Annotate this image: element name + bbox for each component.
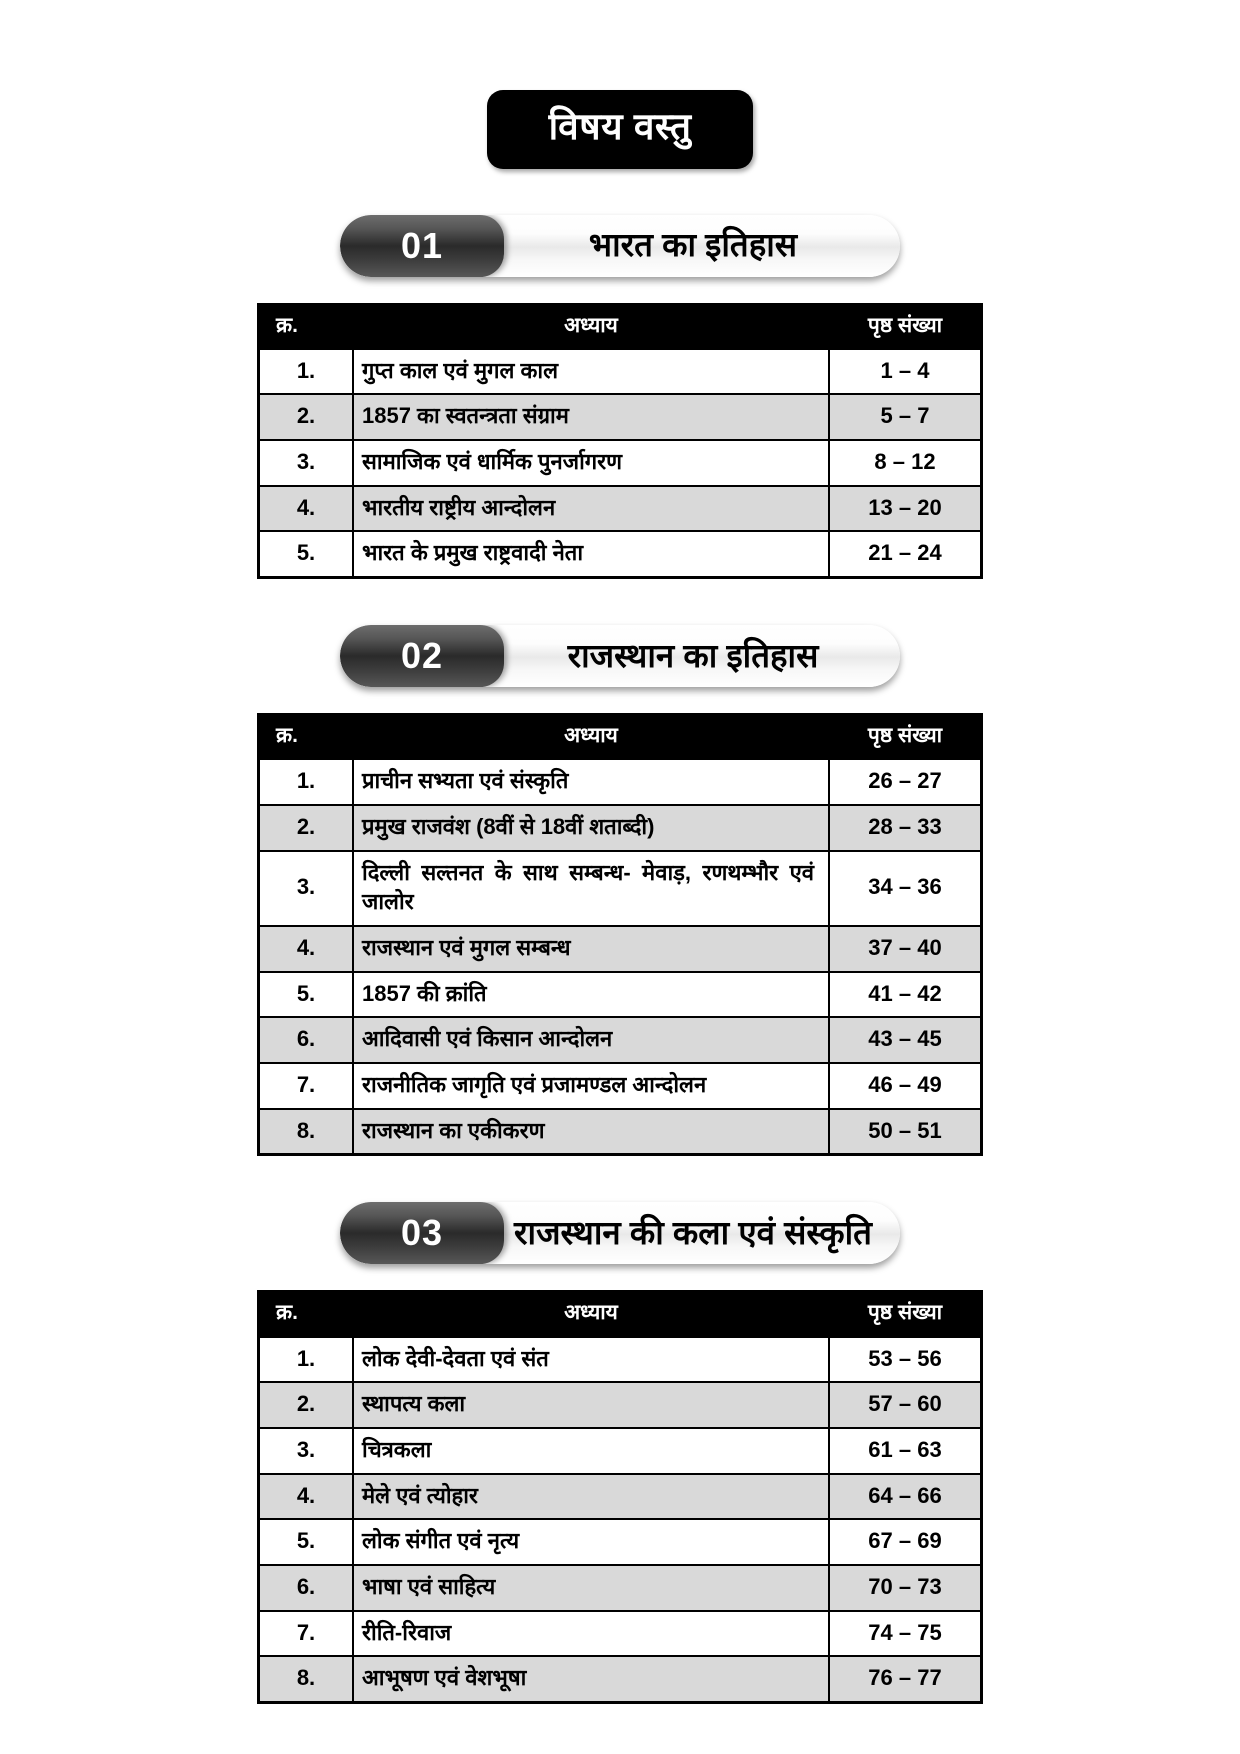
table-row[interactable] bbox=[259, 805, 982, 851]
table-row[interactable] bbox=[259, 394, 982, 440]
cell-chapter: चित्रकला bbox=[353, 1428, 829, 1474]
table-row[interactable] bbox=[259, 349, 982, 395]
table-row[interactable] bbox=[259, 1519, 982, 1565]
toc-table bbox=[257, 713, 983, 1156]
table-row[interactable] bbox=[259, 440, 982, 486]
section-pill[interactable] bbox=[340, 625, 900, 687]
cell-page-range: 8 – 12 bbox=[829, 440, 982, 486]
column-header-chapter: अध्याय bbox=[353, 1292, 829, 1337]
cell-chapter: राजनीतिक जागृति एवं प्रजामण्डल आन्दोलन bbox=[353, 1063, 829, 1109]
table-row[interactable] bbox=[259, 759, 982, 805]
sections-container bbox=[0, 215, 1240, 1705]
toc-table-container bbox=[0, 1290, 1240, 1704]
section-pill[interactable] bbox=[340, 1202, 900, 1264]
column-header-sno: क्र. bbox=[259, 715, 354, 760]
cell-page-range: 57 – 60 bbox=[829, 1382, 982, 1428]
table-row[interactable] bbox=[259, 1382, 982, 1428]
cell-sno: 8. bbox=[259, 1109, 354, 1155]
cell-page-range: 5 – 7 bbox=[829, 394, 982, 440]
cell-sno: 3. bbox=[259, 1428, 354, 1474]
cell-page-range: 13 – 20 bbox=[829, 486, 982, 532]
table-row[interactable] bbox=[259, 1474, 982, 1520]
table-row[interactable] bbox=[259, 926, 982, 972]
cell-chapter: सामाजिक एवं धार्मिक पुनर्जागरण bbox=[353, 440, 829, 486]
cell-chapter: मेले एवं त्योहार bbox=[353, 1474, 829, 1520]
table-row[interactable] bbox=[259, 531, 982, 577]
cell-page-range: 1 – 4 bbox=[829, 349, 982, 395]
column-header-chapter: अध्याय bbox=[353, 304, 829, 349]
cell-sno: 4. bbox=[259, 926, 354, 972]
cell-page-range: 41 – 42 bbox=[829, 972, 982, 1018]
cell-sno: 7. bbox=[259, 1611, 354, 1657]
cell-chapter: 1857 की क्रांति bbox=[353, 972, 829, 1018]
table-row[interactable] bbox=[259, 851, 982, 926]
cell-page-range: 34 – 36 bbox=[829, 851, 982, 926]
cell-chapter: 1857 का स्वतन्त्रता संग्राम bbox=[353, 394, 829, 440]
cell-page-range: 53 – 56 bbox=[829, 1337, 982, 1383]
table-header-row bbox=[259, 304, 982, 349]
cell-sno: 5. bbox=[259, 1519, 354, 1565]
cell-sno: 5. bbox=[259, 531, 354, 577]
cell-page-range: 50 – 51 bbox=[829, 1109, 982, 1155]
cell-page-range: 76 – 77 bbox=[829, 1656, 982, 1702]
cell-sno: 3. bbox=[259, 440, 354, 486]
table-row[interactable] bbox=[259, 1063, 982, 1109]
cell-sno: 1. bbox=[259, 349, 354, 395]
section-block bbox=[0, 1202, 1240, 1704]
toc-table-container bbox=[0, 303, 1240, 580]
cell-sno: 1. bbox=[259, 759, 354, 805]
cell-sno: 5. bbox=[259, 972, 354, 1018]
table-row[interactable] bbox=[259, 1656, 982, 1702]
cell-chapter: दिल्ली सल्तनत के साथ सम्बन्ध- मेवाड़, रणथम्भौर एवं जालोर bbox=[353, 851, 829, 926]
cell-sno: 4. bbox=[259, 1474, 354, 1520]
table-row[interactable] bbox=[259, 1428, 982, 1474]
section-pill[interactable] bbox=[340, 215, 900, 277]
table-row[interactable] bbox=[259, 486, 982, 532]
page-title-container bbox=[0, 0, 1240, 169]
cell-chapter: लोक देवी-देवता एवं संत bbox=[353, 1337, 829, 1383]
section-title: भारत का इतिहास bbox=[588, 226, 798, 264]
section-header bbox=[0, 1202, 1240, 1264]
cell-page-range: 28 – 33 bbox=[829, 805, 982, 851]
cell-chapter: आदिवासी एवं किसान आन्दोलन bbox=[353, 1017, 829, 1063]
table-row[interactable] bbox=[259, 972, 982, 1018]
cell-sno: 4. bbox=[259, 486, 354, 532]
column-header-page: पृष्ठ संख्या bbox=[829, 304, 982, 349]
cell-chapter: प्रमुख राजवंश (8वीं से 18वीं शताब्दी) bbox=[353, 805, 829, 851]
section-block bbox=[0, 215, 1240, 580]
table-row[interactable] bbox=[259, 1337, 982, 1383]
column-header-page: पृष्ठ संख्या bbox=[829, 1292, 982, 1337]
column-header-chapter: अध्याय bbox=[353, 715, 829, 760]
section-title: राजस्थान की कला एवं संस्कृति bbox=[514, 1214, 872, 1252]
section-header bbox=[0, 625, 1240, 687]
cell-chapter: राजस्थान का एकीकरण bbox=[353, 1109, 829, 1155]
table-header-row bbox=[259, 715, 982, 760]
toc-table bbox=[257, 303, 983, 580]
cell-page-range: 64 – 66 bbox=[829, 1474, 982, 1520]
table-row[interactable] bbox=[259, 1109, 982, 1155]
table-row[interactable] bbox=[259, 1611, 982, 1657]
cell-page-range: 61 – 63 bbox=[829, 1428, 982, 1474]
cell-sno: 2. bbox=[259, 805, 354, 851]
section-number-badge: 02 bbox=[340, 625, 504, 687]
cell-chapter: भाषा एवं साहित्य bbox=[353, 1565, 829, 1611]
cell-page-range: 46 – 49 bbox=[829, 1063, 982, 1109]
cell-sno: 1. bbox=[259, 1337, 354, 1383]
column-header-sno: क्र. bbox=[259, 304, 354, 349]
cell-page-range: 43 – 45 bbox=[829, 1017, 982, 1063]
cell-sno: 8. bbox=[259, 1656, 354, 1702]
section-block bbox=[0, 625, 1240, 1156]
cell-page-range: 74 – 75 bbox=[829, 1611, 982, 1657]
cell-sno: 6. bbox=[259, 1565, 354, 1611]
cell-chapter: लोक संगीत एवं नृत्य bbox=[353, 1519, 829, 1565]
column-header-sno: क्र. bbox=[259, 1292, 354, 1337]
cell-page-range: 70 – 73 bbox=[829, 1565, 982, 1611]
cell-chapter: स्थापत्य कला bbox=[353, 1382, 829, 1428]
table-row[interactable] bbox=[259, 1017, 982, 1063]
section-header bbox=[0, 215, 1240, 277]
cell-chapter: गुप्त काल एवं मुगल काल bbox=[353, 349, 829, 395]
toc-table-container bbox=[0, 713, 1240, 1156]
page-title: विषय वस्तु bbox=[487, 90, 754, 169]
cell-page-range: 21 – 24 bbox=[829, 531, 982, 577]
cell-sno: 7. bbox=[259, 1063, 354, 1109]
cell-chapter: भारतीय राष्ट्रीय आन्दोलन bbox=[353, 486, 829, 532]
cell-chapter: राजस्थान एवं मुगल सम्बन्ध bbox=[353, 926, 829, 972]
cell-sno: 2. bbox=[259, 1382, 354, 1428]
section-number-badge: 01 bbox=[340, 215, 504, 277]
cell-page-range: 37 – 40 bbox=[829, 926, 982, 972]
cell-chapter: आभूषण एवं वेशभूषा bbox=[353, 1656, 829, 1702]
cell-sno: 2. bbox=[259, 394, 354, 440]
cell-sno: 3. bbox=[259, 851, 354, 926]
table-header-row bbox=[259, 1292, 982, 1337]
section-number-badge: 03 bbox=[340, 1202, 504, 1264]
cell-chapter: प्राचीन सभ्यता एवं संस्कृति bbox=[353, 759, 829, 805]
cell-chapter: रीति-रिवाज bbox=[353, 1611, 829, 1657]
column-header-page: पृष्ठ संख्या bbox=[829, 715, 982, 760]
cell-sno: 6. bbox=[259, 1017, 354, 1063]
table-row[interactable] bbox=[259, 1565, 982, 1611]
cell-page-range: 67 – 69 bbox=[829, 1519, 982, 1565]
toc-table bbox=[257, 1290, 983, 1704]
cell-chapter: भारत के प्रमुख राष्ट्रवादी नेता bbox=[353, 531, 829, 577]
section-title: राजस्थान का इतिहास bbox=[567, 636, 819, 674]
cell-page-range: 26 – 27 bbox=[829, 759, 982, 805]
